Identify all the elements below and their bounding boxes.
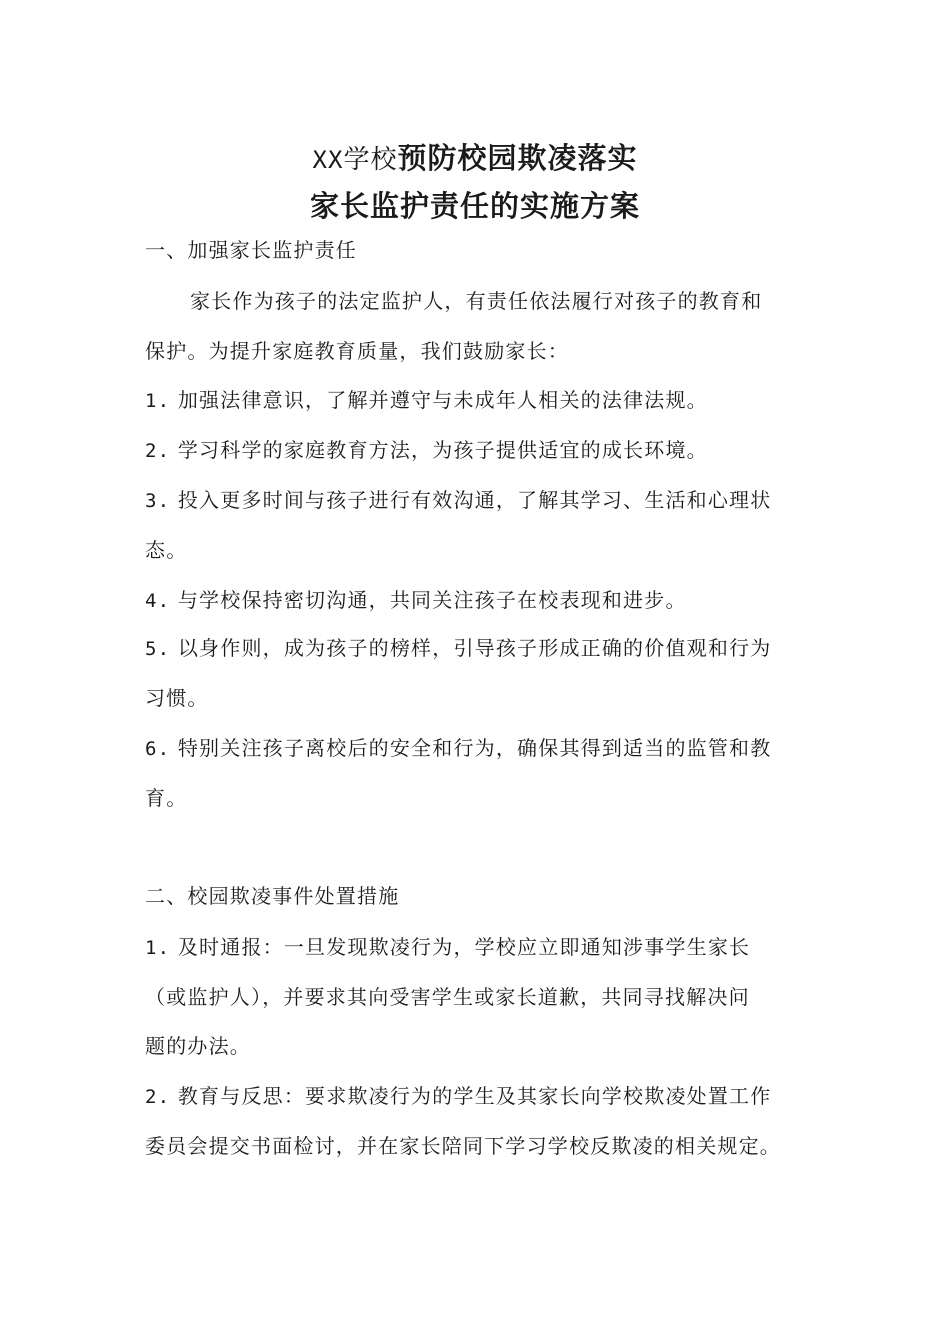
measure-item-1-continued-1: （或监护人），并要求其向受害学生或家长道歉，共同寻找解决问 <box>145 985 750 1009</box>
list-item-number: 4. <box>145 590 171 612</box>
measure-item-1-continued-2: 题的办法。 <box>145 1034 251 1058</box>
list-item-2 <box>145 435 708 466</box>
list-item-4 <box>145 585 687 616</box>
list-item-number: 1. <box>145 390 171 412</box>
list-item-6-continued: 育。 <box>145 786 188 810</box>
document-title-line-1 <box>0 136 950 177</box>
list-item-5-continued: 习惯。 <box>145 686 209 710</box>
list-item-number: 1. <box>145 937 171 959</box>
list-item-text: 教育与反思：要求欺凌行为的学生及其家长向学校欺凌处置工作 <box>177 1084 772 1108</box>
section-1-intro-line-2: 保护。为提升家庭教育质量，我们鼓励家长： <box>145 339 569 363</box>
document-title-line-2: 家长监护责任的实施方案 <box>309 189 640 223</box>
list-item-number: 5. <box>145 638 171 660</box>
title-main: 预防校园欺凌落实 <box>397 141 638 175</box>
title-prefix-latin: XX <box>312 146 344 174</box>
list-item-3 <box>145 485 771 516</box>
list-item-text: 以身作则，成为孩子的榜样，引导孩子形成正确的价值观和行为 <box>177 636 772 660</box>
list-item-text: 特别关注孩子离校后的安全和行为，确保其得到适当的监管和教 <box>177 736 772 760</box>
measure-item-2 <box>145 1081 771 1112</box>
list-item-1 <box>145 385 708 416</box>
list-item-text: 及时通报：一旦发现欺凌行为，学校应立即通知涉事学生家长 <box>177 935 751 959</box>
measure-item-1 <box>145 932 750 963</box>
list-item-text: 加强法律意识，了解并遵守与未成年人相关的法律法规。 <box>177 388 708 412</box>
list-item-text: 投入更多时间与孩子进行有效沟通，了解其学习、生活和心理状 <box>177 488 772 512</box>
title-prefix-cjk: 学校 <box>343 145 398 175</box>
list-item-number: 2. <box>145 440 171 462</box>
list-item-text: 学习科学的家庭教育方法，为孩子提供适宜的成长环境。 <box>177 438 708 462</box>
section-1-heading: 一、加强家长监护责任 <box>145 238 357 262</box>
list-item-6 <box>145 733 771 764</box>
list-item-5 <box>145 633 771 664</box>
list-item-text: 与学校保持密切沟通，共同关注孩子在校表现和进步。 <box>177 588 687 612</box>
measure-item-2-continued: 委员会提交书面检讨，并在家长陪同下学习学校反欺凌的相关规定。 <box>145 1134 781 1158</box>
section-2-heading: 二、校园欺凌事件处置措施 <box>145 884 400 908</box>
list-item-number: 2. <box>145 1086 171 1108</box>
list-item-number: 3. <box>145 490 171 512</box>
list-item-3-continued: 态。 <box>145 538 188 562</box>
list-item-number: 6. <box>145 738 171 760</box>
section-1-intro-line-1: 家长作为孩子的法定监护人，有责任依法履行对孩子的教育和 <box>190 289 763 313</box>
